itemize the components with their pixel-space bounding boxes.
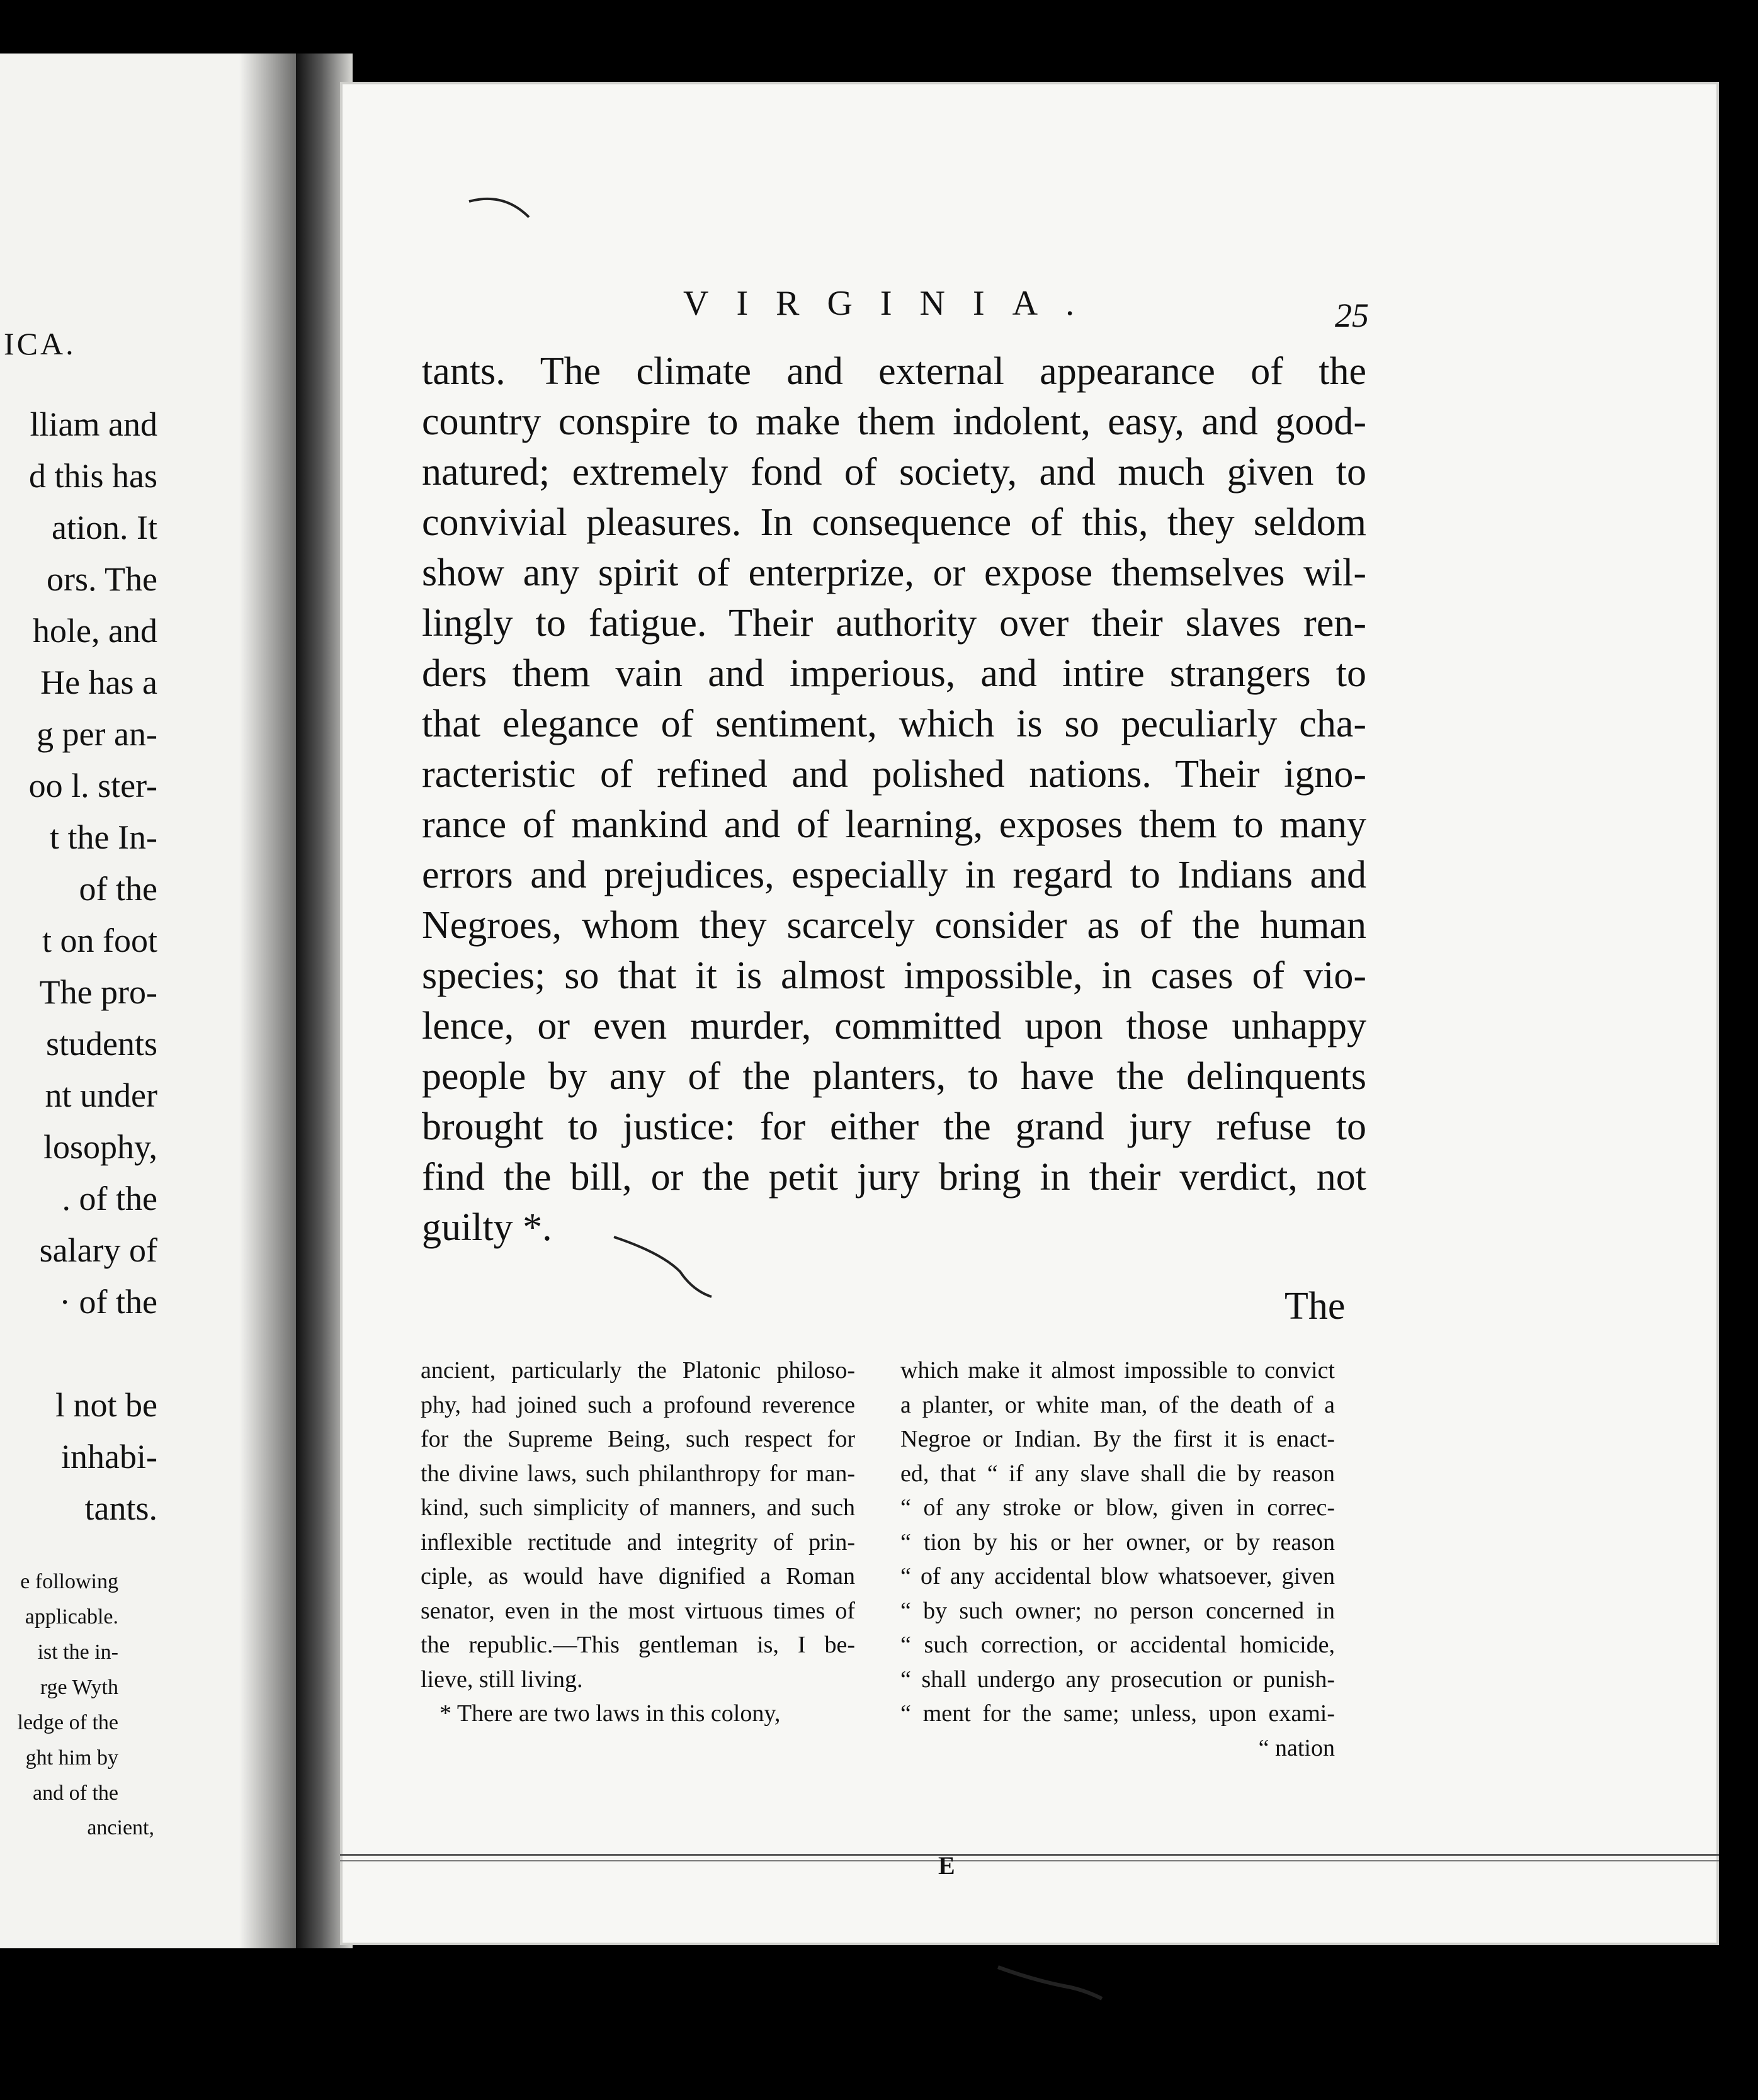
bottom-rule-inner bbox=[340, 1860, 1719, 1861]
left-page-line: g per an- bbox=[37, 715, 157, 753]
left-page-fragment bbox=[0, 54, 296, 1948]
left-page-line: ation. It bbox=[52, 509, 157, 546]
body-line: people by any of the planters, to have the delinquents bbox=[422, 1055, 1366, 1098]
left-page-line: The pro- bbox=[39, 973, 157, 1011]
left-page-line: t on foot bbox=[42, 922, 157, 959]
left-page-line: losophy, bbox=[43, 1128, 157, 1166]
signature-mark: E bbox=[938, 1851, 955, 1880]
left-note-line: applicable. bbox=[25, 1605, 118, 1629]
body-line: show any spirit of enterprize, or expose themselves wil- bbox=[422, 551, 1366, 594]
page-number: 25 bbox=[1335, 296, 1369, 334]
left-page-line: inhabi- bbox=[61, 1438, 157, 1476]
stray-mark-bottom bbox=[995, 1961, 1108, 2005]
left-page-line: t the In- bbox=[50, 818, 157, 856]
left-page-line: nt under bbox=[45, 1076, 157, 1114]
left-page-line: · of the bbox=[59, 1283, 157, 1321]
bottom-rule bbox=[340, 1854, 1719, 1856]
footnote-line: the divine laws, such philanthropy for man- bbox=[421, 1460, 855, 1487]
body-line: species; so that it is almost impossible, in cases of vio- bbox=[422, 954, 1366, 997]
left-page-line: d this has bbox=[28, 457, 157, 495]
left-catchword: ancient, bbox=[87, 1816, 154, 1839]
body-line: errors and prejudices, especially in regard to Indians and bbox=[422, 854, 1366, 896]
footnote-line: which make it almost impossible to convict bbox=[900, 1357, 1335, 1384]
stray-mark-top bbox=[466, 189, 542, 227]
left-note-line: and of the bbox=[33, 1781, 118, 1805]
body-line: Negroes, whom they scarcely consider as of the human bbox=[422, 904, 1366, 947]
left-page-line: salary of bbox=[39, 1231, 157, 1269]
body-line: find the bill, or the petit jury bring in their verdict, not bbox=[422, 1156, 1366, 1199]
footnote-line: Negroe or Indian. By the first it is enact- bbox=[900, 1426, 1335, 1452]
footnote-line: senator, even in the most virtuous times of bbox=[421, 1597, 855, 1624]
footnote-catchword: “ nation bbox=[1258, 1734, 1335, 1761]
footnote-line: inflexible rectitude and integrity of prin- bbox=[421, 1528, 855, 1555]
body-line: country conspire to make them indolent, easy, and good- bbox=[422, 400, 1366, 443]
footnote-line: for the Supreme Being, such respect for bbox=[421, 1426, 855, 1452]
book-page bbox=[340, 82, 1719, 1945]
body-line: that elegance of sentiment, which is so peculiarly cha- bbox=[422, 703, 1366, 745]
stray-mark-middle bbox=[611, 1234, 718, 1303]
left-page-line: l not be bbox=[55, 1386, 157, 1424]
footnote-line: “ by such owner; no person concerned in bbox=[900, 1597, 1335, 1624]
left-note-line: e following bbox=[20, 1570, 118, 1593]
footnote-column-right bbox=[900, 1353, 1335, 1765]
left-page-line: of the bbox=[79, 870, 157, 908]
footnote-column-left bbox=[421, 1353, 855, 1731]
body-line: lence, or even murder, committed upon those unhappy bbox=[422, 1005, 1366, 1047]
left-page-line: oo l. ster- bbox=[28, 767, 157, 804]
left-note-line: ght him by bbox=[25, 1746, 118, 1770]
footnote-line: the republic.—This gentleman is, I be- bbox=[421, 1632, 855, 1658]
body-line: natured; extremely fond of society, and much given to bbox=[422, 451, 1366, 494]
body-text bbox=[422, 346, 1366, 1253]
footnote-line: “ of any accidental blow whatsoever, given bbox=[900, 1563, 1335, 1589]
left-page-text bbox=[0, 398, 157, 1534]
left-note-line: rge Wyth bbox=[40, 1676, 118, 1699]
running-head: VIRGINIA. bbox=[683, 284, 1103, 323]
body-line: racteristic of refined and polished nations. Their igno- bbox=[422, 753, 1366, 796]
catchword: The bbox=[1284, 1285, 1346, 1328]
left-page-line: hole, and bbox=[33, 612, 157, 650]
footnote-line: “ of any stroke or blow, given in correc- bbox=[900, 1494, 1335, 1521]
footnote-line: “ tion by his or her owner, or by reason bbox=[900, 1528, 1335, 1555]
body-line: convivial pleasures. In consequence of this, they seldom bbox=[422, 501, 1366, 544]
footnote-line: a planter, or white man, of the death of a bbox=[900, 1391, 1335, 1418]
left-running-head: ICA. bbox=[4, 326, 76, 361]
left-page-notes bbox=[0, 1564, 118, 1811]
left-page-line: . of the bbox=[62, 1180, 157, 1217]
left-page-line: students bbox=[45, 1025, 157, 1063]
left-note-line: ist the in- bbox=[37, 1640, 118, 1664]
footnote-line: kind, such simplicity of manners, and such bbox=[421, 1494, 855, 1521]
footnote-line: ancient, particularly the Platonic philoso- bbox=[421, 1357, 855, 1384]
body-line: lingly to fatigue. Their authority over their slaves ren- bbox=[422, 602, 1366, 645]
left-page-line bbox=[0, 1328, 157, 1379]
left-page-line: lliam and bbox=[30, 405, 157, 443]
footnote-line: phy, had joined such a profound reverence bbox=[421, 1391, 855, 1418]
body-line: brought to justice: for either the grand jury refuse to bbox=[422, 1105, 1366, 1148]
footnote-line: “ shall undergo any prosecution or punish- bbox=[900, 1666, 1335, 1693]
gutter-shadow bbox=[239, 54, 296, 1948]
footnote-line: lieve, still living. bbox=[421, 1666, 583, 1693]
left-note-line: ledge of the bbox=[17, 1711, 118, 1734]
body-line: ders them vain and imperious, and intire strangers to bbox=[422, 652, 1366, 695]
footnote-marker-line: * There are two laws in this colony, bbox=[440, 1700, 781, 1727]
body-line: tants. The climate and external appearance of the bbox=[422, 350, 1366, 393]
body-line: rance of mankind and of learning, exposes them to many bbox=[422, 803, 1366, 846]
left-page-line: tants. bbox=[84, 1489, 157, 1527]
left-page-line: ors. The bbox=[47, 560, 157, 598]
left-page-line: He has a bbox=[40, 663, 157, 701]
footnote-line: ed, that “ if any slave shall die by reason bbox=[900, 1460, 1335, 1487]
body-line: guilty *. bbox=[422, 1206, 552, 1249]
footnote-line: “ ment for the same; unless, upon exami- bbox=[900, 1700, 1335, 1727]
footnote-line: “ such correction, or accidental homicide, bbox=[900, 1632, 1335, 1658]
footnote-line: ciple, as would have dignified a Roman bbox=[421, 1563, 855, 1589]
